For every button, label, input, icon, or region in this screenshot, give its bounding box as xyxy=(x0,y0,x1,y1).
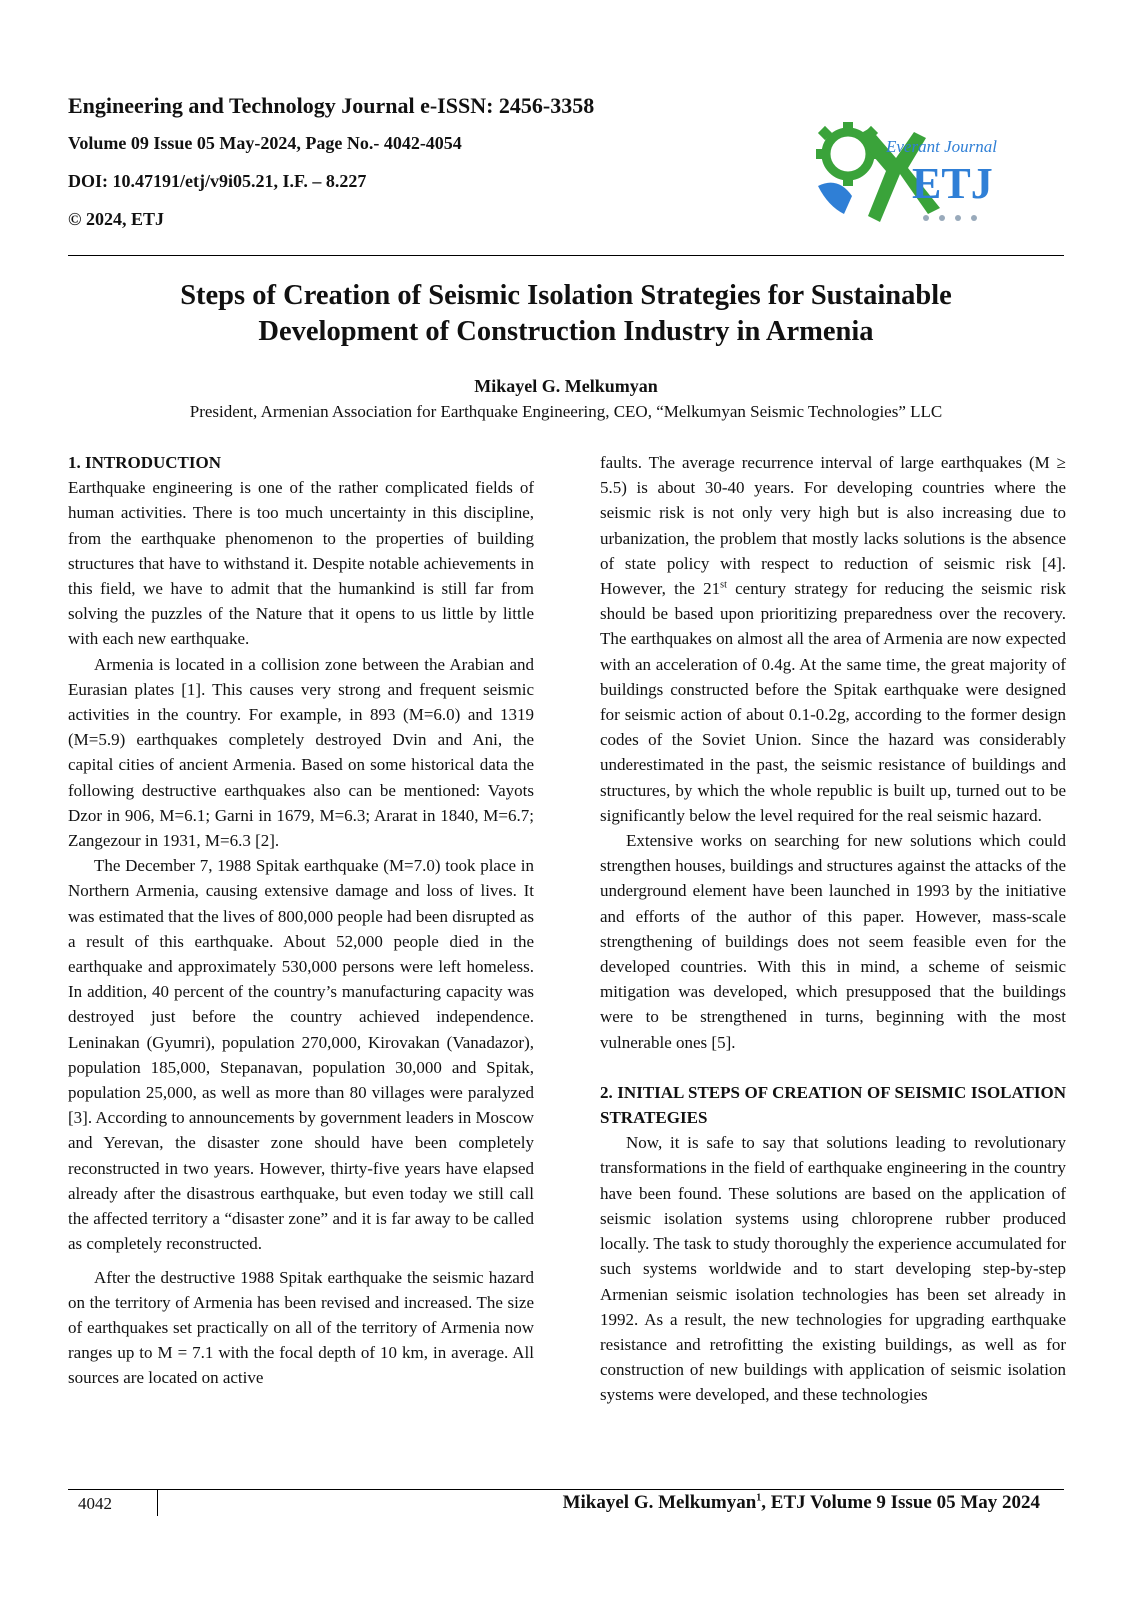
paragraph: The December 7, 1988 Spitak earthquake (M=7.0) took place in Northern Armenia, causing extensive damage and loss of lives. It was estimated that the lives of 800,000 people had been disrupted as a result of this earthquake. About 52,000 people died in the earthquake and approximately 530,000 persons were left homeless. In addition, 40 percent of the country’s manufacturing capacity was destroyed just before the country achieved independence. Leninakan (Gyumri), population 270,000, Kirovakan (Vanadazor), population 185,000, Stepanavan, population 30,000 and Spitak, population 25,000, as well as more than 80 villages were paralyzed [3]. According to announcements by government leaders in Moscow and Yerevan, the disaster zone should have been completely reconstructed in two years. However, thirty-five years have elapsed already after the disastrous earthquake, but even today we still call the affected territory a “disaster zone” and it is far away to be called as completely reconstructed. xyxy=(68,856,534,1254)
paragraph xyxy=(600,450,1066,828)
superscript: st xyxy=(720,579,727,591)
title-line-1: Steps of Creation of Seismic Isolation Strategies for Sustainable xyxy=(180,280,952,311)
section-heading-introduction: 1. INTRODUCTION xyxy=(68,453,222,472)
paragraph: Armenia is located in a collision zone between the Arabian and Eurasian plates [1]. This causes very strong and frequent seismic activities in the country. For example, in 893 (M=6.0) and 1319 (M=5.9) earthquakes completely destroyed Dvin and Ani, the capital cities of ancient Armenia. Based on some historical data the following destructive earthquakes also can be mentioned: Vayots Dzor in 906, M=6.1; Garni in 1679, M=6.3; Ararat in 1840, M=6.7; Zangezour in 1931, M=6.3 [2]. xyxy=(68,654,534,851)
author-affiliation: President, Armenian Association for Earthquake Engineering, CEO, “Melkumyan Seismic Technologies” LLC xyxy=(189,402,943,421)
paragraph: Now, it is safe to say that solutions leading to revolutionary transformations in the field of earthquake engineering in the country have been found. These solutions are based on the application of seismic isolation systems using chloroprene rubber produced locally. The task to study thoroughly the experience accumulated for such systems worldwide and to start developing step-by-step Armenian seismic isolation technologies has been set already in 1992. As a result, the new technologies for upgrading earthquake resistance and retrofitting the existing buildings, as well as for construction of new buildings with application of seismic isolation systems were developed, and these technologies xyxy=(600,1133,1066,1405)
article-title xyxy=(68,278,1064,350)
text-run: century strategy for reducing the seismic risk should be based upon prioritizing preparedness over the recovery. The earthquakes on almost all the area of Armenia are now expected with an acceleration of 0.4g. At the same time, the great majority of buildings constructed before the Spitak earthquake were designed for seismic action of about 0.1-0.2g, according to the former design codes of the Soviet Union. Since the hazard was considerably underestimated in the past, the seismic resistance of buildings and structures, by which the whole republic is built up, turned out to be significantly below the level required for the real seismic hazard. xyxy=(600,579,1066,825)
logo-text-main: ETJ xyxy=(912,159,993,208)
right-column xyxy=(600,450,1066,1408)
etj-logo xyxy=(808,116,1024,232)
copyright: © 2024, ETJ xyxy=(68,209,164,229)
title-line-2: Development of Construction Industry in Armenia xyxy=(258,316,874,347)
logo-wave xyxy=(818,183,852,214)
logo-text-top: Everant Journal xyxy=(886,137,997,156)
author-name: Mikayel G. Melkumyan xyxy=(474,376,658,396)
journal-name: Engineering and Technology Journal e-ISSN: 2456-3358 xyxy=(68,93,595,118)
footer-citation xyxy=(563,1490,1040,1516)
text-run: faults. The average recurrence interval of large earthquakes (M ≥ 5.5) is about 30-40 years. For developing countries where the seismic risk is not only very high but is also increasing due to urbanization, the problem that mostly lacks solutions is the absence of state policy with respect to reduction of seismic risk [4]. However, the 21 xyxy=(600,453,1066,599)
text-run: , ETJ Volume 9 Issue 05 May 2024 xyxy=(761,1492,1040,1513)
header-divider xyxy=(68,255,1064,256)
text-run: Mikayel G. Melkumyan xyxy=(562,1492,757,1513)
paragraph: Extensive works on searching for new solutions which could strengthen houses, buildings and structures against the attacks of the underground element have been launched in 1993 by the initiative and efforts of the author of this paper. However, mass-scale strengthening of buildings does not seem feasible even for the developed countries. With this in mind, a scheme of seismic mitigation was developed, which presupposed that the buildings were to be strengthened in turns, beginning with the most vulnerable ones [5]. xyxy=(600,831,1066,1052)
doi-info: DOI: 10.47191/etj/v9i05.21, I.F. – 8.227 xyxy=(68,171,367,191)
left-column xyxy=(68,450,534,1391)
paragraph: After the destructive 1988 Spitak earthquake the seismic hazard on the territory of Armenia has been revised and increased. The size of earthquakes set practically on all of the territory of Armenia now ranges up to M = 7.1 with the focal depth of 10 km, in average. All sources are located on active xyxy=(68,1267,534,1388)
page-number: 4042 xyxy=(78,1494,112,1513)
footer-separator xyxy=(157,1490,158,1516)
paragraph: Earthquake engineering is one of the rather complicated fields of human activities. There is too much uncertainty in this discipline, from the earthquake phenomenon to the properties of building structures that have to withstand it. Despite notable achievements in this field, we have to admit that the humankind is still far from solving the puzzles of the Nature that it opens to us little by little with each new earthquake. xyxy=(68,478,534,649)
journal-header xyxy=(68,92,768,244)
volume-info: Volume 09 Issue 05 May-2024, Page No.- 4042-4054 xyxy=(68,133,462,153)
section-heading-initial-steps: 2. INITIAL STEPS OF CREATION OF SEISMIC ISOLATION STRATEGIES xyxy=(600,1082,1066,1128)
superscript: 1 xyxy=(756,1492,762,1504)
logo-dots xyxy=(923,215,977,221)
